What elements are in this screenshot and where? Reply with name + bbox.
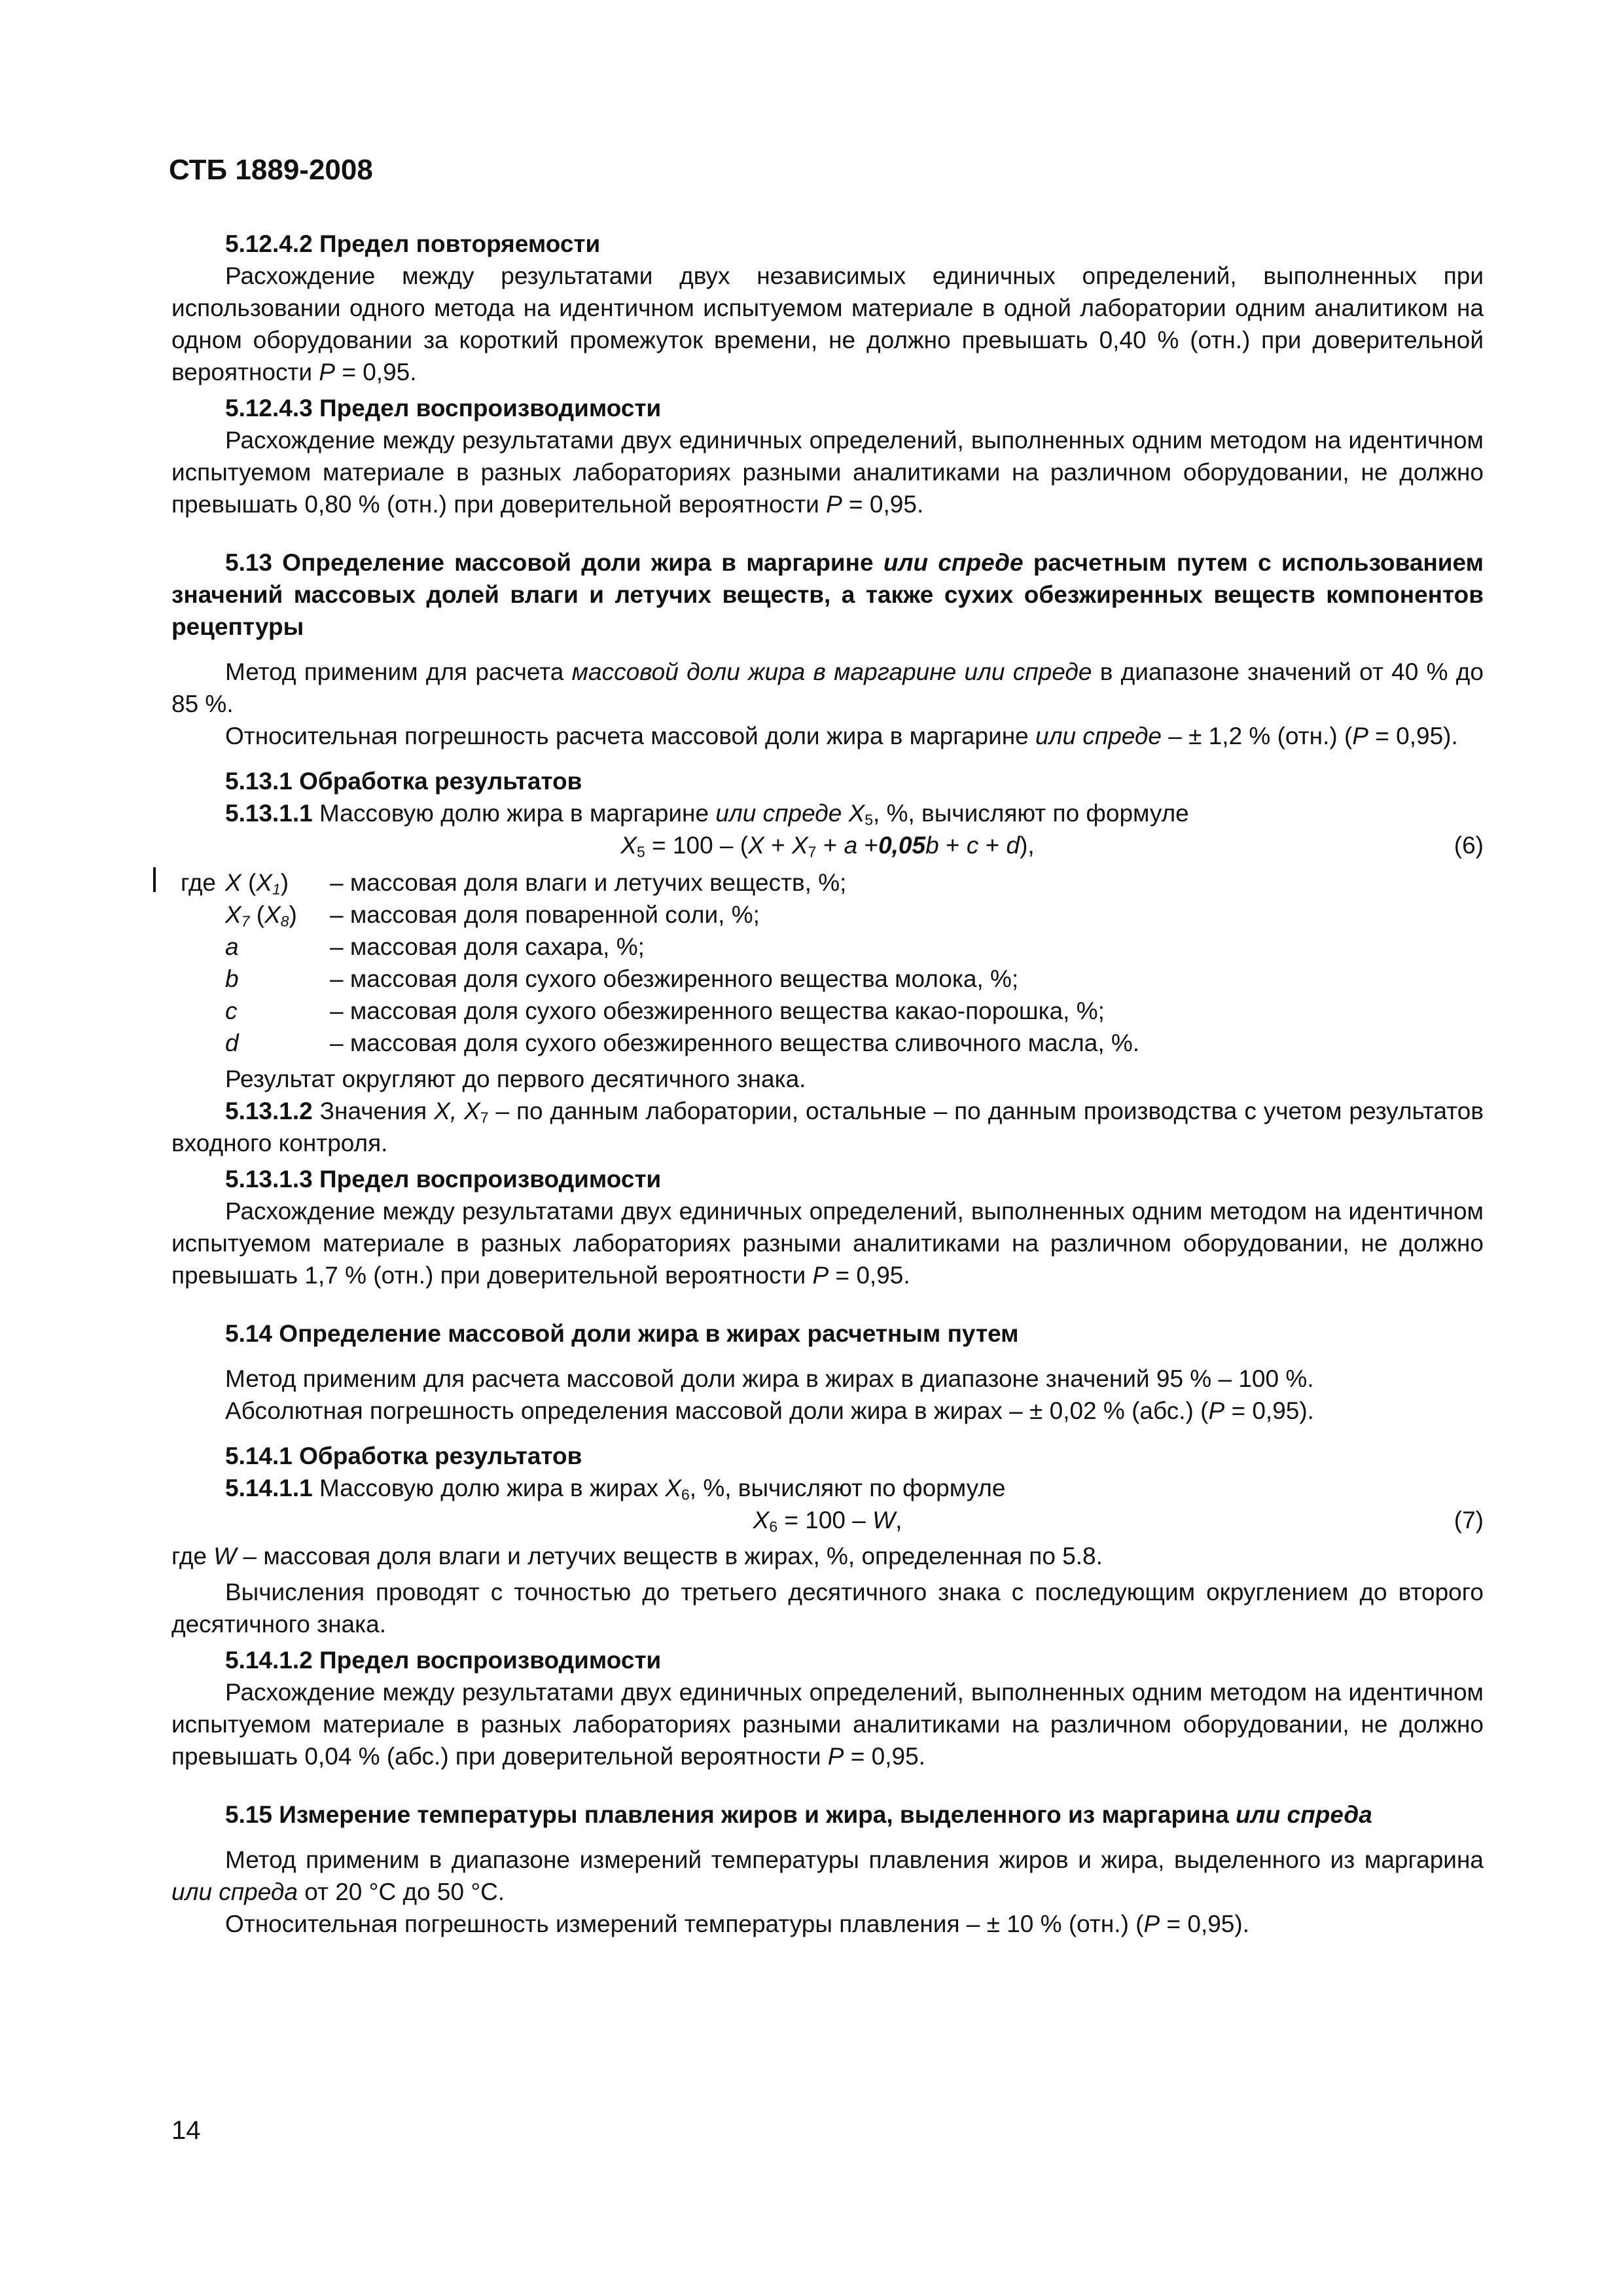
paragraph-repeatability: Расхождение между результатами двух независимых единичных определений, выполненных при использовании одного метода на идентичном испытуемом материале в одной лаборатории одним аналитиком на одном оборудовании за короткий промежуток времени, не должно превышать 0,40 % (отн.) при доверительной вероятности P = 0,95. (171, 262, 1484, 386)
formula-7-number: (7) (1454, 1507, 1484, 1534)
paragraph-5-14-1-1: 5.14.1.1 Массовую долю жира в жирах $X_6$, %, вычисляют по формуле (225, 1475, 1006, 1503)
paragraph-5-13-scope: Метод применим для расчета массовой доли жира в маргарине или спреде в диапазоне значений от 40 % до 85 %. (171, 658, 1484, 717)
paragraph-5-14-calc: Вычисления проводят с точностью до третьего десятичного знака с последующим округлением до второго десятичного знака. (171, 1579, 1484, 1638)
heading-5-15: 5.15 Измерение температуры плавления жиров и жира, выделенного из маргарина или спреда (225, 1801, 1372, 1828)
legend-row: $X_7$ $(X_8)$ – массовая доля поваренной соли, %; (225, 901, 760, 930)
document-body (171, 228, 1484, 1940)
paragraph-5-14-error: Абсолютная погрешность определения массовой доли жира в жирах – ± 0,02 % (абс.) (P = 0,95). (225, 1397, 1314, 1424)
paragraph-5-13-1-1: 5.13.1.1 Массовую долю жира в маргарине или спреде $X_5$, %, вычисляют по формуле (225, 800, 1189, 829)
paragraph-reproducibility-3: Расхождение между результатами двух единичных определений, выполненных одним методом на идентичном испытуемом материале в разных лабораториях разными аналитиками на различном оборудовании, не должно превышать 0,04 % (абс.) при доверительной вероятности P = 0,95. (171, 1679, 1484, 1770)
paragraph-5-15-scope: Метод применим в диапазоне измерений температуры плавления жиров и жира, выделенного из маргарина или спреда от 20 °С до 50 °С. (171, 1846, 1484, 1905)
formula-7 (171, 1504, 1484, 1536)
legend-row: d – массовая доля сухого обезжиренного вещества сливочного масла, %. (225, 1030, 1140, 1056)
heading-5-13: 5.13 Определение массовой доли жира в маргарине или спреде расчетным путем с использованием значений массовых долей влаги и летучих веществ, а также сухих обезжиренных веществ компонентов рецептуры (171, 549, 1484, 640)
paragraph-5-14-scope: Метод применим для расчета массовой доли жира в жирах в диапазоне значений 95 % – 100 %. (225, 1365, 1314, 1392)
heading-5-14-1-2: 5.14.1.2 Предел воспроизводимости (225, 1647, 662, 1674)
formula-6-number: (6) (1454, 832, 1484, 859)
heading-5-12-4-3: 5.12.4.3 Предел воспроизводимости (225, 395, 662, 422)
formula-6 (171, 829, 1484, 861)
heading-5-13-1: 5.13.1 Обработка результатов (225, 768, 582, 795)
paragraph-5-13-1-2: 5.13.1.2 Значения X, $X_7$ – по данным лаборатории, остальные – по данным производства с учетом результатов входного контроля. (171, 1098, 1484, 1157)
legend-row: c – массовая доля сухого обезжиренного вещества какао-порошка, %; (225, 997, 1105, 1024)
heading-5-14: 5.14 Определение массовой доли жира в жирах расчетным путем (225, 1320, 1019, 1347)
formula-7-expression: $X_6 = 100 - W$, (753, 1507, 902, 1535)
legend-row: где X $(X_1)$ – массовая доля влаги и летучих веществ, %; (180, 869, 847, 898)
legend-row: a – массовая доля сахара, %; (225, 933, 645, 960)
page-number: 14 (171, 2116, 201, 2145)
paragraph-5-15-error: Относительная погрешность измерений температуры плавления – ± 10 % (отн.) (P = 0,95). (225, 1910, 1249, 1937)
paragraph-rounding: Результат округляют до первого десятичного знака. (225, 1066, 806, 1092)
paragraph-5-13-error: Относительная погрешность расчета массовой доли жира в маргарине или спреде – ± 1,2 % (отн.) (P = 0,95). (225, 723, 1458, 749)
heading-5-14-1: 5.14.1 Обработка результатов (225, 1443, 582, 1469)
paragraph-reproducibility-1: Расхождение между результатами двух единичных определений, выполненных одним методом на идентичном испытуемом материале в разных лабораториях разными аналитиками на различном оборудовании, не должно превышать 0,80 % (отн.) при доверительной вероятности P = 0,95. (171, 427, 1484, 518)
document-code-header: СТБ 1889-2008 (169, 154, 373, 186)
revision-bar-mark (153, 867, 156, 892)
paragraph-reproducibility-2: Расхождение между результатами двух единичных определений, выполненных одним методом на идентичном испытуемом материале в разных лабораториях разными аналитиками на различном оборудовании, не должно превышать 1,7 % (отн.) при доверительной вероятности P = 0,95. (171, 1198, 1484, 1289)
formula-6-expression: $X_5 = 100 - (X + X_7 + a +0,05b + c + d)$, (620, 832, 1035, 861)
legend-row: b – массовая доля сухого обезжиренного вещества молока, %; (225, 965, 1019, 992)
heading-5-13-1-3: 5.13.1.3 Предел воспроизводимости (225, 1166, 662, 1193)
formula-6-legend (171, 867, 1484, 1059)
formula-7-legend: где W – массовая доля влаги и летучих веществ в жирах, %, определенная по 5.8. (171, 1543, 1103, 1570)
heading-5-12-4-2: 5.12.4.2 Предел повторяемости (225, 230, 601, 257)
